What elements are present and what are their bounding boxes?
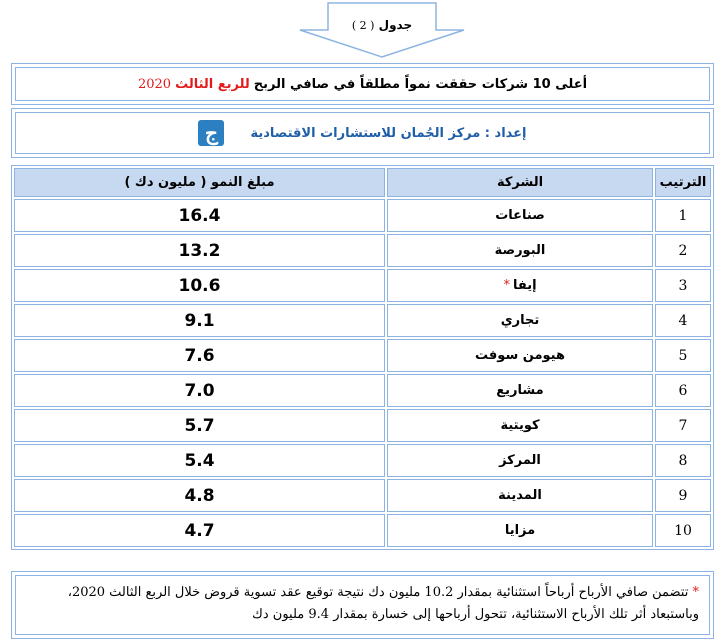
logo-glyph: ج bbox=[205, 121, 218, 145]
company-name: المدينة bbox=[498, 488, 542, 503]
table-row bbox=[14, 199, 711, 232]
table-row bbox=[14, 514, 711, 547]
prepared-by bbox=[15, 112, 710, 154]
footnote-marker: * bbox=[503, 278, 510, 293]
row-rank: 6 bbox=[655, 374, 711, 407]
row-company bbox=[387, 234, 653, 267]
table-body bbox=[14, 199, 711, 547]
company-name: تجاري bbox=[500, 313, 540, 328]
company-name: مشاريع bbox=[496, 383, 544, 398]
row-amount: 10.6 bbox=[14, 269, 385, 302]
company-name: المركز bbox=[499, 453, 541, 468]
badge-label: جدول bbox=[378, 18, 413, 32]
row-amount: 16.4 bbox=[14, 199, 385, 232]
table-row bbox=[14, 479, 711, 512]
header-company: الشركة bbox=[387, 168, 653, 197]
row-company bbox=[387, 304, 653, 337]
row-company bbox=[387, 374, 653, 407]
row-company bbox=[387, 514, 653, 547]
row-rank: 9 bbox=[655, 479, 711, 512]
page-title bbox=[15, 67, 710, 101]
row-rank: 4 bbox=[655, 304, 711, 337]
growth-table bbox=[11, 165, 714, 550]
row-amount: 13.2 bbox=[14, 234, 385, 267]
table-row bbox=[14, 409, 711, 442]
row-amount: 7.6 bbox=[14, 339, 385, 372]
prepared-by-label: إعداد : مركز الجُمان للاستشارات الاقتصادية bbox=[250, 125, 527, 141]
row-rank: 3 bbox=[655, 269, 711, 302]
row-amount: 4.7 bbox=[14, 514, 385, 547]
table-number-badge bbox=[298, 2, 466, 58]
title-prefix: أعلى 10 شركات حققت نمواً مطلقاً في صافي الربح bbox=[253, 76, 588, 92]
row-company bbox=[387, 339, 653, 372]
footnote-star: * bbox=[692, 585, 699, 600]
table-row bbox=[14, 234, 711, 267]
company-name: مزايا bbox=[504, 523, 536, 538]
table-row bbox=[14, 374, 711, 407]
footnote-box bbox=[11, 571, 714, 639]
company-name: هيومن سوفت bbox=[475, 348, 565, 363]
title-year: 2020 bbox=[137, 76, 172, 92]
company-name: صناعات bbox=[495, 208, 545, 223]
row-amount: 5.4 bbox=[14, 444, 385, 477]
table-header-row bbox=[14, 168, 711, 197]
row-rank: 2 bbox=[655, 234, 711, 267]
table-row bbox=[14, 304, 711, 337]
company-name: كويتية bbox=[500, 418, 540, 433]
row-amount: 9.1 bbox=[14, 304, 385, 337]
title-highlight: للربع الثالث bbox=[175, 76, 250, 92]
header-amount: مبلغ النمو ( مليون دك ) bbox=[14, 168, 385, 197]
prepared-by-box bbox=[11, 108, 714, 158]
row-company bbox=[387, 444, 653, 477]
row-amount: 5.7 bbox=[14, 409, 385, 442]
row-rank: 1 bbox=[655, 199, 711, 232]
row-amount: 4.8 bbox=[14, 479, 385, 512]
badge-number: ( 2 ) bbox=[351, 19, 375, 32]
table-row bbox=[14, 444, 711, 477]
row-rank: 10 bbox=[655, 514, 711, 547]
aljoman-logo-icon bbox=[198, 120, 224, 146]
row-company bbox=[387, 479, 653, 512]
table-row bbox=[14, 339, 711, 372]
table-number-label bbox=[298, 18, 466, 32]
table-row bbox=[14, 269, 711, 302]
row-rank: 7 bbox=[655, 409, 711, 442]
header-rank: الترتيب bbox=[655, 168, 711, 197]
company-name: إيفا bbox=[512, 278, 537, 293]
company-name: البورصة bbox=[494, 243, 546, 258]
row-rank: 5 bbox=[655, 339, 711, 372]
footnote-text: تتضمن صافي الأرباح أرباحاً استثنائية بمقدار 10.2 مليون دك نتيجة توقيع عقد تسوية قروض خلال الربع الثالث 2020، وباستبعاد أثر تلك الأرباح الاستثنائية، تتحول أرباحها إلى خسارة بمقدار 9.4 مليون دك bbox=[67, 585, 699, 622]
row-company bbox=[387, 269, 653, 302]
title-box bbox=[11, 63, 714, 105]
row-rank: 8 bbox=[655, 444, 711, 477]
row-company bbox=[387, 199, 653, 232]
row-company bbox=[387, 409, 653, 442]
footnote bbox=[15, 575, 710, 635]
row-amount: 7.0 bbox=[14, 374, 385, 407]
